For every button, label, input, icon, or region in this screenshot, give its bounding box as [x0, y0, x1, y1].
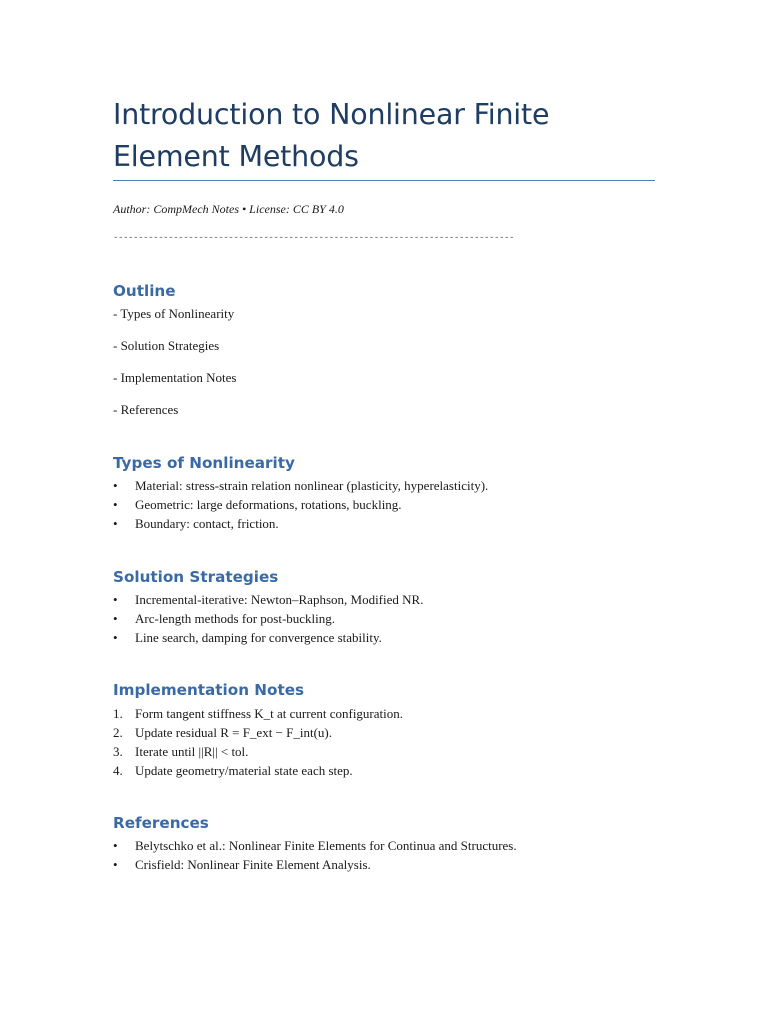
types-heading: Types of Nonlinearity: [113, 454, 295, 472]
strategies-heading: Solution Strategies: [113, 568, 279, 586]
outline-item-implementation: - Implementation Notes: [113, 370, 237, 385]
list-item-text: Incremental-iterative: Newton–Raphson, Modified NR.: [135, 592, 424, 607]
list-item-text: Form tangent stiffness K_t at current configuration.: [135, 706, 404, 721]
list-item-text: Belytschko et al.: Nonlinear Finite Elements for Continua and Structures.: [135, 838, 517, 853]
bullet-icon: •: [113, 857, 118, 872]
bullet-icon: •: [113, 592, 118, 607]
list-item-text: Crisfield: Nonlinear Finite Element Analysis.: [135, 857, 371, 872]
list-item-text: Update geometry/material state each step.: [135, 763, 353, 778]
list-item-text: Line search, damping for convergence stability.: [135, 630, 382, 645]
author-license-line: Author: CompMech Notes • License: CC BY 4.0: [113, 202, 344, 216]
references-heading: References: [113, 814, 209, 832]
outline-item-strategies: - Solution Strategies: [113, 338, 220, 353]
bullet-icon: •: [113, 630, 118, 645]
list-number: 2.: [113, 725, 123, 740]
list-item-text: Boundary: contact, friction.: [135, 516, 279, 531]
document-title: Introduction to Nonlinear Finite Element Methods: [113, 98, 550, 173]
dashed-separator: --------------------------------------------------------------------------------: [113, 232, 515, 243]
list-number: 1.: [113, 706, 123, 721]
list-item-text: Arc-length methods for post-buckling.: [135, 611, 336, 626]
bullet-icon: •: [113, 497, 118, 512]
list-item-text: Update residual R = F_ext − F_int(u).: [135, 725, 332, 740]
bullet-icon: •: [113, 838, 118, 853]
bullet-icon: •: [113, 611, 118, 626]
outline-heading: Outline: [113, 282, 176, 300]
implementation-heading: Implementation Notes: [113, 681, 305, 699]
outline-item-types: - Types of Nonlinearity: [113, 306, 235, 321]
bullet-icon: •: [113, 478, 118, 493]
list-item-text: Iterate until ||R|| < tol.: [135, 744, 249, 759]
bullet-icon: •: [113, 516, 118, 531]
list-number: 4.: [113, 763, 123, 778]
list-item-text: Geometric: large deformations, rotations, buckling.: [135, 497, 402, 512]
title-underline: [113, 180, 655, 181]
list-item-text: Material: stress-strain relation nonlinear (plasticity, hyperelasticity).: [135, 478, 489, 493]
outline-item-references: - References: [113, 402, 179, 417]
list-number: 3.: [113, 744, 123, 759]
